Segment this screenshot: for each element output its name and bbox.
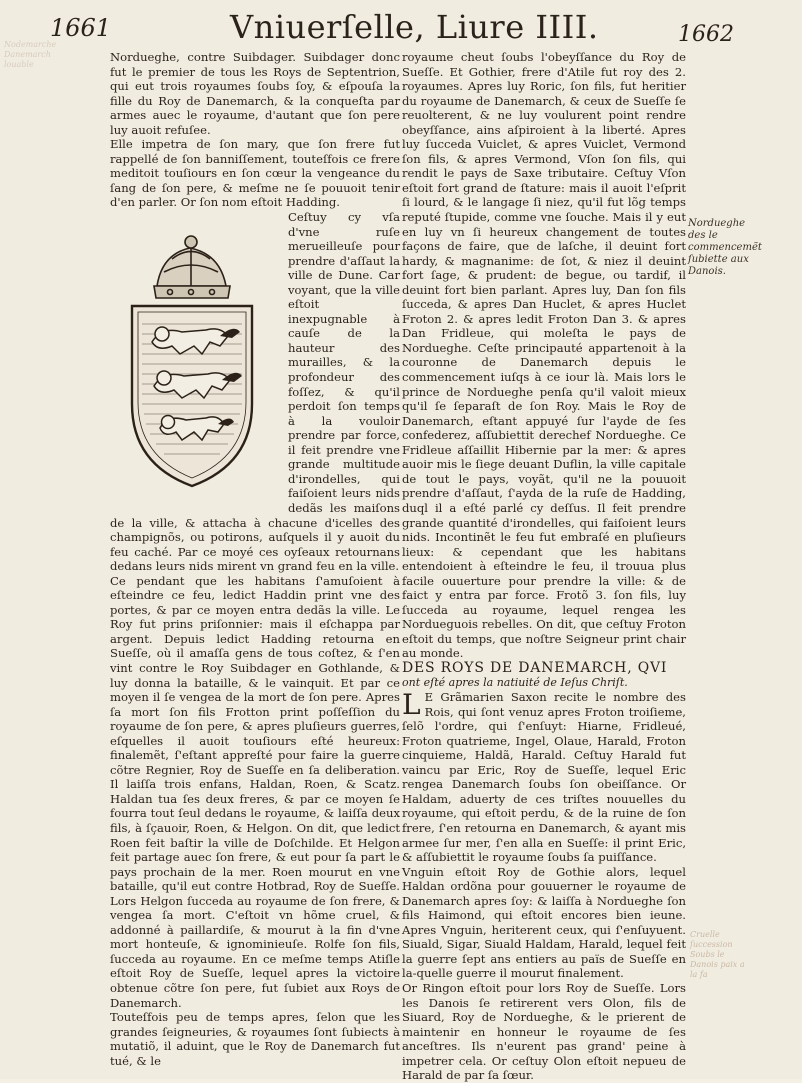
coat-of-arms-woodcut [102,214,280,504]
section-subheading: ont eſté apres la natiuité de Ieſus Chriſt. [402,675,628,689]
left-text-column [110,50,400,1068]
paragraph: Touteſfois peu de temps apres, ſelon que les grandes ſeigneuries, & royaumes ſont ſubiects à mutatiõ, il aduint, que le Roy de Danemarch fut tué, & le [110,1010,400,1068]
paragraph: Nordueghe, contre Suibdager. Suibdager donc fut le premier de tous les Roys de Septentrion, qui eut trois royaumes ſoubs ſoy, & eſpouſa la fille du Roy de Danemarch, & la conqueſta par armes auec le royaume, d'autant que ſon pere luy auoit refuſee. [110,50,400,137]
paragraph-text: E Grãmarien Saxon recite le nombre des Rois, qui ſont venuz apres Froton troiſieme, ſelõ l'ordre, qui ſ'enſuyt: Hiarne, Fridleué, Froton quatrieme, Ingel, Olaue, Harald, Froton cinquieme, Haldã, Harald. Ceſtuy Harald fut vaincu par Eric, Roy de Sueſſe, lequel Eric rengea Danemarch ſoubs ſon obeiſſance. Or Haldam, aduerty de ces triſtes nouuelles du royaume, qui eſtoit perdu, & de la ruine de ſon frere, ſ'en retourna en Danemarch, & ayant mis armee ſur mer, ſ'en alla en Sueſſe: il print Eric, & aſſubiettit le royaume ſoubs ſa puiſſance. [402,690,686,865]
danish-arms-icon [102,214,280,504]
paragraph: Ceſtuy cy vſa d'vne ruſe merueilleuſe pour prendre d'aſſaut la ville de Dune. Car voyant, que la ville eſtoit inexpugnable à cauſe de la hauteur des murailles, & la profondeur des foſſez, & qu'il perdoit ſon temps à la vouloir prendre par force, il feit prendre vne grande multitude d'irondelles, qui faiſoient leurs nids dedãs les maiſons de la ville, & attacha à chacune d'icelles des champignõs, ou potirons, auſquels il y auoit du feu caché. Par ce moyé ces oyſeaux retournans dedans leurs nids mirent vn grand feu en la ville. [110,210,400,574]
paragraph: Vnguin eſtoit Roy de Gothie alors, lequel Haldan ordõna pour gouuerner le royaume de Danemarch apres ſoy: & laiſſa à Nordueghe ſon fils Haimond, qui eſtoit encores bien ieune. Apres Vnguin, heriterent ceux, qui ſ'enſuyuent. Siuald, Sigar, Siuald Haldam, Harald, lequel feit la guerre ſept ans entiers au païs de Sueſſe en la-quelle guerre il mourut finalement. [402,864,686,981]
running-header [0,8,802,48]
drop-cap: L [402,688,421,722]
marginal-note: Nordueghe des le commencemẽt ſubiette aux Danois. [688,218,762,277]
paragraph: Elle impetra de ſon mary, que ſon frere fut rappellé de ſon banniſſement, touteſfois ce frere meditoit touſiours en ſon cœur la vengeance du ſang de ſon pere, & meſme ne ſe pouuoit tenir d'en parler. Or ſon nom eſtoit Hadding. [110,137,400,210]
right-text-column [402,50,686,1083]
paragraph: Ce pendant que les habitans ſ'amuſoient à eſteindre ce feu, ledict Haddin print vne des portes, & par ce moyen entra dedãs la ville. Le Roy fut prins priſonnier: mais il eſchappa par argent. Depuis ledict Hadding retourna en Sueſſe, où il amaſſa gens de tous coſtez, & ſ'en vint contre le Roy Suibdager en Gothlande, & luy donna la bataille, & le vainquit. Et par ce moyen il ſe vengea de la mort de ſon pere. Apres ſa mort ſon fils Frotton print poſſeſſion du royaume de ſon pere, & apres pluſieurs guerres, eſquelles il auoit touſiours eſté heureux: finalemẽt, ſ'eſtant appreſté pour faire la guerre cõtre Regnier, Roy de Sueſſe en ſa deliberation. Il laiſſa trois enfans, Haldan, Roen, & Scatz. Haldan tua ſes deux freres, & par ce moyen ſe fourra tout ſeul dedans le royaume, & laiſſa deux fils, à ſçauoir, Roen, & Helgon. On dit, que ledict Roen feit baſtir la ville de Doſchilde. Et Helgon feit partage auec ſon frere, & eut pour ſa part le pays prochain de la mer. Roen mourut en vne bataille, qu'il eut contre Hotbrad, Roy de Sueſſe. Lors Helgon ſucceda au royaume de ſon frere, & vengea ſa mort. C'eſtoit vn hõme cruel, & addonné à paillardiſe, & mourut à la fin d'vne mort honteuſe, & ignominieuſe. Rolfe ſon fils, ſucceda au royaume. En ce meſme temps Atiſle eſtoit Roy de Sueſſe, lequel apres la victoire obtenue cõtre ſon pere, fut ſubiet aux Roys de Danemarch. [110,573,400,1010]
running-title: Vniuerſelle, Liure IIII. [230,8,599,46]
bleed-through-text: Cruelle ſuccession Soubs le Danois paix a la fa [690,930,745,979]
paragraph: Or Ringon eſtoit pour lors Roy de Sueſſe. Lors les Danois ſe retirerent vers Olon, fils de Siuard, Roy de Nordueghe, & le prierent de maintenir en honneur le royaume de ſes anceſtres. Ils n'eurent pas grand' peine à impetrer cela. Or ceſtuy Olon eſtoit nepueu de Harald de par ſa ſœur. [402,981,686,1083]
bleed-through-text-left: Nodemarche Danemarch louable [4,40,57,69]
paragraph: royaume cheut ſoubs l'obeyſſance du Roy de Sueſſe. Et Gothier, frere d'Atile fut roy des 2. royaumes. Apres luy Roric, ſon fils, fut heritier du royaume de Danemarch, & ceux de Sueſſe ſe reuolterent, & ne luy voulurent point rendre obeyſſance, ains aſpiroient à la liberté. Apres luy ſucceda Vuiclet, & apres Vuiclet, Vermond ſon fils, & apres Vermond, Vſon ſon fils, qui rendit le pays de Saxe tributaire. Ceſtuy Vſon eſtoit fort grand de ſtature: mais il auoit l'eſprit ſi lourd, & le langage ſi niez, qu'il fut lõg temps reputé ſtupide, comme vne ſouche. Mais il y eut en luy vn ſi heureux changement de toutes façons de faire, que de laſche, il deuint fort hardy, & magnanime: de ſot, & niez il deuint fort ſage, & prudent: de begue, ou tardif, il deuint fort bien parlant. Apres luy, Dan ſon fils ſucceda, & apres Dan Huclet, & apres Huclet Froton 2. & apres ledit Froton Dan 3. & apres Dan Fridleue, qui moleſta le pays de Nordueghe. Ceſte principauté appartenoit à la couronne de Danemarch depuis le commencement iuſqs à ce iour là. Mais lors le prince de Nordueghe penſa qu'il valoit mieux qu'il ſe ſeparaſt de ſon Roy. Mais le Roy de Danemarch, eſtant appuyé ſur l'ayde de ſes confederez, aſſubiettit derechef Nordueghe. Ce Fridleue aſſaillit Hibernie par la mer: & apres auoir mis le ſiege deuant Duflin, la ville capitale de tout le pays, voyãt, qu'il ne la pouuoit prendre d'aſſaut, ſ'ayda de la ruſe de Hadding, duql il a eſté parlé cy deſſus. Il feit prendre grande quantité d'irondelles, qui faiſoient leurs nids. Incontinẽt le feu fut embraſé en pluſieurs lieux: & cependant que les habitans entendoient à eſteindre le feu, il trouua plus facile ouuerture pour prendre la ville: & de faict y entra par force. Frotõ 3. ſon fils, luy ſucceda au royaume, lequel rengea les Nordueguois rebelles. On dit, que ceſtuy Froton eſtoit du temps, que noſtre Seigneur print chair au monde. [402,50,686,661]
page-number-right: 1662 [678,22,734,47]
page-number-left: 1661 [50,14,112,42]
paragraph [402,690,686,865]
section-heading: DES ROYS DE DANEMARCH, QVI [402,659,668,676]
